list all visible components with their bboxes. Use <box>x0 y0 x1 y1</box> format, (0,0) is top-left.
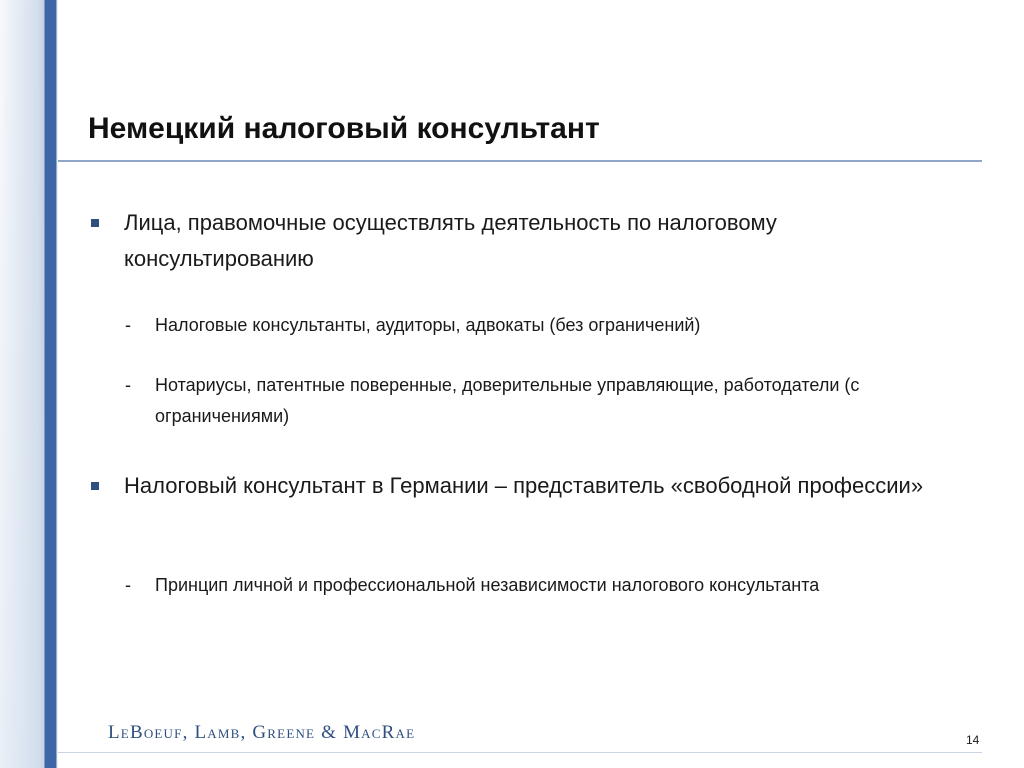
dash-marker: - <box>125 315 131 335</box>
side-strip-gradient <box>0 0 44 768</box>
bullet-text: Налоговый консультант в Германии – представитель «свободной профессии» <box>124 473 924 498</box>
side-decorative-strip <box>0 0 58 768</box>
footer-divider <box>58 752 982 753</box>
dash-marker: - <box>125 575 131 595</box>
bullet-marker <box>91 482 99 490</box>
slide-title: Немецкий налоговый консультант <box>88 112 600 145</box>
subitem-text: Нотариусы, патентные поверенные, доверительные управляющие, работодатели (с ограничениями) <box>155 375 860 426</box>
subitem-text: Налоговые консультанты, аудиторы, адвокаты (без ограничений) <box>155 315 701 335</box>
bullet-text: Лица, правомочные осуществлять деятельность по налоговому консультированию <box>124 210 777 271</box>
subitem-text: Принцип личной и профессиональной независимости налогового консультанта <box>155 575 820 595</box>
dash-marker: - <box>125 375 131 395</box>
company-logo: LeBoeuf, Lamb, Greene & MacRae <box>108 722 416 743</box>
page-number: 14 <box>966 733 980 747</box>
title-divider <box>58 160 982 162</box>
bullet-marker <box>91 219 99 227</box>
